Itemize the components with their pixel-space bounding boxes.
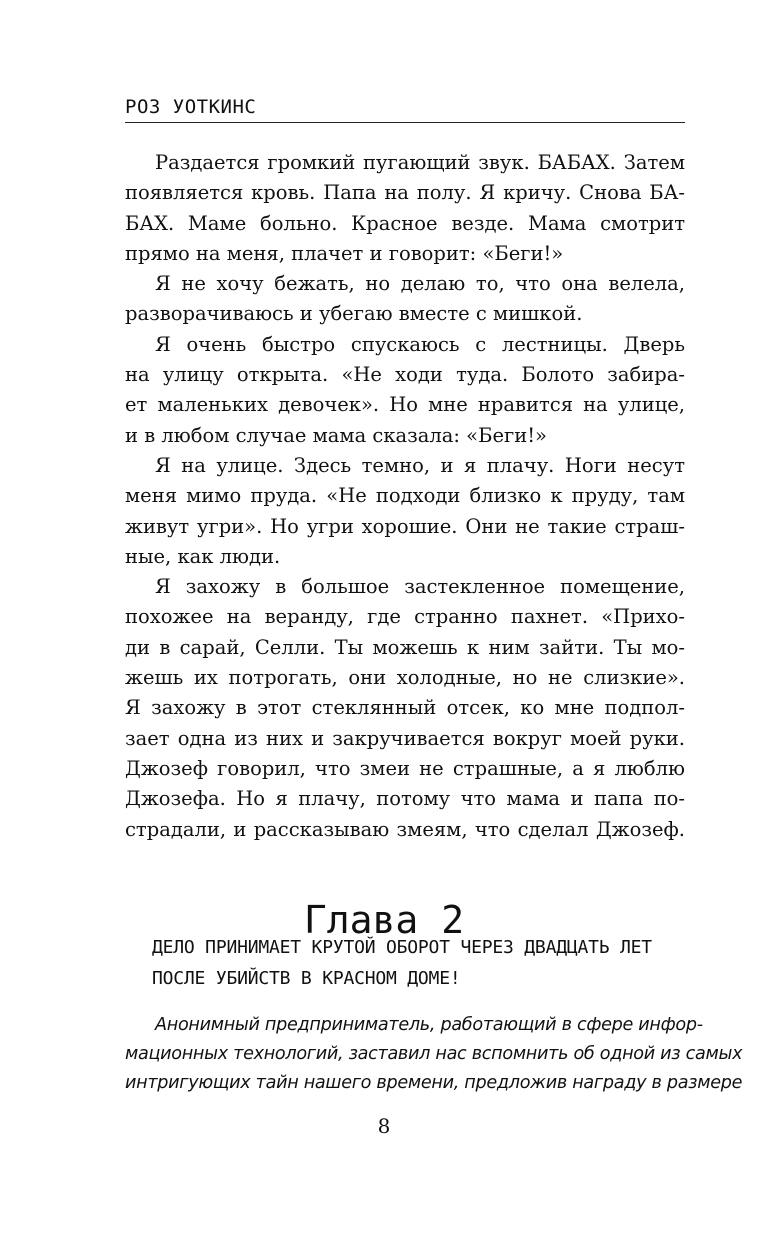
body-line: зает одна из них и закручивается вокруг моей руки. [125, 726, 685, 750]
body-line: появляется кровь. Папа на полу. Я кричу. Снова БА- [125, 181, 685, 205]
body-line: и в любом случае мама сказала: «Беги!» [125, 423, 547, 447]
article-line: интригующих тайн нашего времени, предложив награду в размере [125, 1073, 743, 1093]
body-line: Джозеф говорил, что змеи не страшные, а я люблю [125, 756, 685, 780]
body-line: прямо на меня, плачет и говорит: «Беги!» [125, 241, 564, 265]
body-line: страдали, и рассказываю змеям, что сделал Джозеф. [125, 817, 685, 841]
body-line: похожее на веранду, где странно пахнет. «Прихо- [125, 605, 685, 629]
body-line: БАХ. Маме больно. Красное везде. Мама смотрит [125, 211, 685, 235]
news-headline [152, 932, 692, 994]
body-text [125, 148, 685, 845]
news-headline-line: ДЕЛО ПРИНИМАЕТ КРУТОЙ ОБОРОТ ЧЕРЕЗ ДВАДЦАТЬ ЛЕТ [152, 937, 652, 958]
article-line: Анонимный предприниматель, работающий в сфере инфор- [155, 1015, 703, 1035]
running-head-author: РОЗ УОТКИНС [125, 96, 257, 118]
body-line: меня мимо пруда. «Не подходи близко к пруду, там [125, 484, 685, 508]
body-line: Я на улице. Здесь темно, и я плачу. Ноги несут [155, 453, 685, 477]
page-number: 8 [377, 1114, 391, 1138]
body-line: Я захожу в этот стеклянный отсек, ко мне подпол- [125, 696, 685, 720]
body-line: на улицу открыта. «Не ходи туда. Болото забира- [125, 363, 685, 387]
article-line: мационных технологий, заставил нас вспомнить об одной из самых [125, 1044, 743, 1064]
article-text [125, 1011, 743, 1098]
body-line: ные, как люди. [125, 544, 281, 568]
body-line: Я не хочу бежать, но делаю то, что она велела, [155, 272, 685, 296]
body-line: Раздается громкий пугающий звук. БАБАХ. Затем [155, 151, 685, 174]
news-headline-line: ПОСЛЕ УБИЙСТВ В КРАСНОМ ДОМЕ! [152, 968, 461, 989]
body-line: разворачиваюсь и убегаю вместе с мишкой. [125, 302, 583, 326]
body-line: жешь их потрогать, они холодные, но не слизкие». [125, 666, 685, 690]
body-line: Я очень быстро спускаюсь с лестницы. Дверь [155, 332, 685, 356]
body-line: живут угри». Но угри хорошие. Они не такие страш- [125, 514, 685, 538]
body-line: ди в сарай, Селли. Ты можешь к ним зайти. Ты мо- [125, 635, 685, 659]
body-line: Джозефа. Но я плачу, потому что мама и папа по- [125, 787, 685, 811]
chapter-title: Глава 2 [303, 897, 465, 942]
running-head [125, 96, 685, 123]
body-line: ет маленьких девочек». Но мне нравится на улице, [125, 393, 685, 417]
body-line: Я захожу в большое застекленное помещение, [155, 575, 685, 599]
